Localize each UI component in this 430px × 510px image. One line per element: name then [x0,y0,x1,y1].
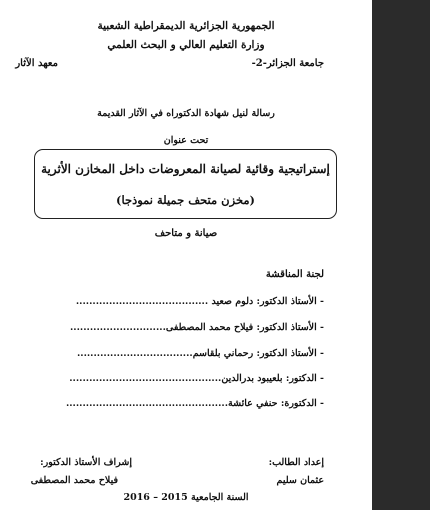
thesis-title-line-1: إستراتيجية وقائية لصيانة المعروضات داخل المخازن الأثرية [41,162,330,176]
committee-member [77,348,324,359]
committee-member [66,398,324,409]
ministry-name: وزارة التعليم العالي و البحث العلمي [107,39,265,51]
institute-name: معهد الآثار [15,58,58,69]
academic-year: السنة الجامعية 2015 – 2016 [123,492,249,503]
member-name: - الأستاذ الدكتور: فيلاح محمد المصطفى............................. [69,322,324,333]
member-name: - الدكتورة: حنفي عائشة................................................. [65,398,324,409]
viewer-side-panel [372,0,430,510]
member-name: - الأستاذ الدكتور: دلوم صعيد ........................................ [75,296,324,307]
committee-member [69,373,324,384]
thesis-title-box [34,149,337,219]
thesis-title-line-2: (مخزن متحف جميلة نموذجا) [116,193,255,207]
student-label: إعداد الطالب: [268,457,324,468]
university-name: جامعة الجزائر-2- [251,58,324,69]
committee-heading: لجنة المناقشة [265,269,324,280]
republic-name: الجمهورية الجزائرية الديمقراطية الشعبية [97,20,275,32]
under-title-label: تحت عنوان [163,135,209,146]
thesis-type: رسالة لنيل شهادة الدكتوراه في الآثار القديمة [97,108,275,119]
specialty: صيانة و متاحف [154,228,218,239]
student-name: عثمان سليم [276,475,324,486]
supervisor-label: إشراف الأستاذ الدكتور: [40,457,132,468]
committee-member [70,322,324,333]
member-name: - الأستاذ الدكتور: رحماني بلقاسم................................... [76,348,324,359]
supervisor-name: فيلاح محمد المصطفى [30,475,118,486]
committee-member [76,296,324,307]
member-name: - الدكتور: بلعيبود بدرالدين.............................................. [69,373,324,384]
